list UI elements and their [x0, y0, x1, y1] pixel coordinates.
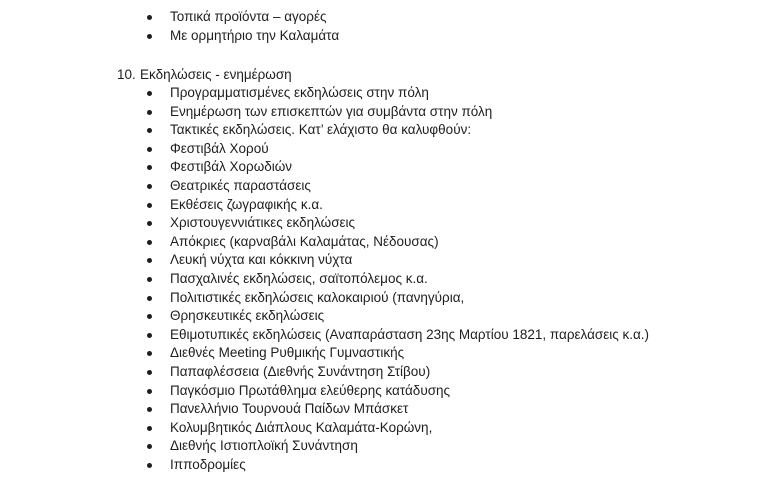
list-item: Παπαφλέσσεια (Διεθνής Συνάντηση Στίβου): [0, 363, 649, 382]
list-item: Ιπποδρομίες: [0, 456, 649, 475]
list-item: Εκθέσεις ζωγραφικής κ.α.: [0, 196, 649, 215]
section-number: 10.: [117, 67, 136, 82]
list-item: Χριστουγεννιάτικες εκδηλώσεις: [0, 214, 649, 233]
list-item: Με ορμητήριο την Καλαμάτα: [0, 27, 339, 46]
list-item: Παγκόσμιο Πρωτάθλημα ελεύθερης κατάδυσης: [0, 382, 649, 401]
list-item: Ενημέρωση των επισκεπτών για συμβάντα στην πόλη: [0, 103, 649, 122]
list-item: Θεατρικές παραστάσεις: [0, 177, 649, 196]
list-item: Τακτικές εκδηλώσεις. Κατ’ ελάχιστο θα καλυφθούν:: [0, 121, 649, 140]
list-item: Πανελλήνιο Τουρνουά Παίδων Μπάσκετ: [0, 400, 649, 419]
list-item: Θρησκευτικές εκδηλώσεις: [0, 307, 649, 326]
list-item: Απόκριες (καρναβάλι Καλαμάτας, Νέδουσας): [0, 233, 649, 252]
list-item: Κολυμβητικός Διάπλους Καλαμάτα-Κορώνη,: [0, 419, 649, 438]
list-item: Εθιμοτυπικές εκδηλώσεις (Αναπαράσταση 23ης Μαρτίου 1821, παρελάσεις κ.α.): [0, 326, 649, 345]
list-item: Προγραμματισμένες εκδηλώσεις στην πόλη: [0, 84, 649, 103]
section-heading: [0, 65, 649, 84]
top-bullet-list: [0, 8, 339, 45]
section-bullet-list: [0, 84, 649, 474]
list-item: Πασχαλινές εκδηλώσεις, σαϊτοπόλεμος κ.α.: [0, 270, 649, 289]
list-item: Φεστιβάλ Χορωδιών: [0, 158, 649, 177]
list-item: Τοπικά προϊόντα – αγορές: [0, 8, 339, 27]
list-item: Διεθνής Ιστιοπλοϊκή Συνάντηση: [0, 437, 649, 456]
list-item: Διεθνές Meeting Ρυθμικής Γυμναστικής: [0, 344, 649, 363]
events-section: [0, 65, 649, 474]
list-item: Πολιτιστικές εκδηλώσεις καλοκαιριού (πανηγύρια,: [0, 289, 649, 308]
list-item: Φεστιβάλ Χορού: [0, 140, 649, 159]
list-item: Λευκή νύχτα και κόκκινη νύχτα: [0, 251, 649, 270]
section-title: Εκδηλώσεις - ενημέρωση: [140, 67, 292, 82]
